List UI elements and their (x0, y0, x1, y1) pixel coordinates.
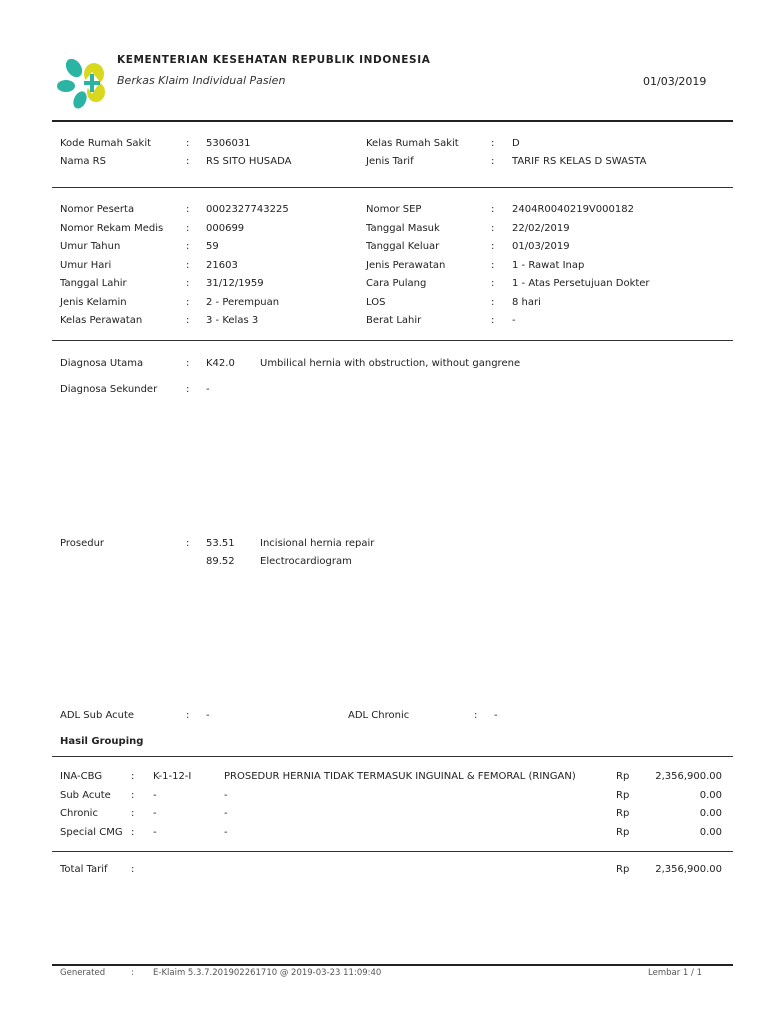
colon: : (491, 204, 495, 215)
prosedur-code: 89.52 (206, 556, 235, 567)
prosedur-desc: Electrocardiogram (260, 556, 352, 567)
patient-field-value: 1 - Rawat Inap (512, 259, 585, 271)
colon: : (186, 241, 190, 252)
colon: : (186, 138, 190, 149)
patient-field-label: LOS (366, 296, 386, 308)
diagnosa-utama-desc: Umbilical hernia with obstruction, without gangrene (260, 358, 521, 369)
grouping-row-label: INA-CBG (60, 771, 103, 782)
patient-field-value: 8 hari (512, 296, 541, 308)
grouping-row-currency: Rp (616, 789, 630, 801)
total-tarif-label: Total Tarif (60, 864, 108, 875)
patient-field-label: Nomor SEP (366, 204, 422, 215)
grouping-row-label: Sub Acute (60, 789, 111, 801)
colon: : (491, 156, 495, 167)
patient-field-value: 22/02/2019 (512, 222, 570, 234)
kode-rs-value: 5306031 (206, 138, 251, 149)
colon: : (491, 296, 495, 308)
kelas-rs-value: D (512, 138, 520, 149)
colon: : (186, 358, 190, 369)
total-tarif-amount: 2,356,900.00 (655, 864, 722, 875)
header-divider (52, 120, 733, 122)
grouping-row-desc: - (224, 826, 228, 838)
colon: : (186, 710, 190, 721)
colon: : (186, 296, 190, 308)
diagnosa-sekunder-value: - (206, 384, 210, 395)
patient-field-label: Tanggal Keluar (366, 241, 440, 252)
colon: : (186, 204, 190, 215)
grouping-row-currency: Rp (616, 771, 630, 782)
patient-field-value: 31/12/1959 (206, 278, 264, 289)
patient-field-value: 21603 (206, 259, 238, 271)
patient-field-value: 3 - Kelas 3 (206, 315, 259, 326)
grouping-row-label: Special CMG (60, 826, 123, 838)
patient-field-value: 2404R0040219V000182 (512, 204, 634, 215)
patient-field-label: Berat Lahir (366, 315, 422, 326)
grouping-row-amount: 2,356,900.00 (655, 771, 722, 782)
section-divider (52, 756, 733, 757)
generated-label: Generated (60, 968, 106, 978)
kode-rs-label: Kode Rumah Sakit (60, 138, 152, 149)
grouping-row-code: - (153, 789, 157, 801)
prosedur-label: Prosedur (60, 538, 105, 549)
colon: : (491, 259, 495, 271)
colon: : (131, 864, 135, 875)
colon: : (186, 156, 190, 167)
org-title: KEMENTERIAN KESEHATAN REPUBLIK INDONESIA (117, 54, 431, 66)
prosedur-code: 53.51 (206, 538, 235, 549)
colon: : (474, 710, 478, 721)
patient-field-value: - (512, 315, 516, 326)
colon: : (131, 771, 135, 782)
patient-field-value: 01/03/2019 (512, 241, 570, 252)
patient-field-label: Umur Hari (60, 259, 112, 271)
patient-field-value: 59 (206, 241, 219, 252)
diagnosa-utama-code: K42.0 (206, 358, 235, 369)
colon: : (186, 222, 190, 234)
document-subtitle: Berkas Klaim Individual Pasien (117, 74, 286, 87)
diagnosa-utama-label: Diagnosa Utama (60, 358, 144, 369)
section-divider (52, 187, 733, 188)
patient-field-label: Umur Tahun (60, 241, 121, 252)
grouping-row-label: Chronic (60, 808, 98, 819)
patient-field-label: Tanggal Lahir (60, 278, 127, 289)
colon: : (491, 241, 495, 252)
colon: : (131, 826, 135, 838)
grouping-row-amount: 0.00 (699, 826, 722, 838)
patient-field-value: 2 - Perempuan (206, 296, 280, 308)
grouping-row-currency: Rp (616, 808, 630, 819)
kemenkes-logo-icon (56, 54, 110, 110)
section-divider (52, 340, 733, 341)
adl-chronic-label: ADL Chronic (348, 710, 410, 721)
section-divider (52, 851, 733, 852)
prosedur-desc: Incisional hernia repair (260, 538, 375, 549)
grouping-row-desc: - (224, 789, 228, 801)
colon: : (491, 278, 495, 289)
patient-field-label: Cara Pulang (366, 278, 427, 289)
colon: : (186, 259, 190, 271)
patient-field-label: Nomor Rekam Medis (60, 222, 164, 234)
document-date: 01/03/2019 (643, 75, 707, 88)
nama-rs-label: Nama RS (60, 156, 106, 167)
colon: : (186, 278, 190, 289)
grouping-row-code: K-1-12-I (153, 771, 192, 782)
jenis-tarif-value: TARIF RS KELAS D SWASTA (512, 156, 647, 167)
patient-field-label: Kelas Perawatan (60, 315, 143, 326)
grouping-row-code: - (153, 808, 157, 819)
generated-value: E-Klaim 5.3.7.201902261710 @ 2019-03-23 11:09:40 (153, 968, 382, 978)
jenis-tarif-label: Jenis Tarif (366, 156, 414, 167)
patient-field-value: 1 - Atas Persetujuan Dokter (512, 278, 650, 289)
colon: : (131, 808, 135, 819)
adl-sub-acute-value: - (206, 710, 210, 721)
nama-rs-value: RS SITO HUSADA (206, 156, 292, 167)
total-tarif-currency: Rp (616, 864, 630, 875)
adl-sub-acute-label: ADL Sub Acute (60, 710, 135, 721)
colon: : (186, 384, 190, 395)
colon: : (491, 315, 495, 326)
colon: : (131, 968, 134, 978)
page-number: Lembar 1 / 1 (648, 968, 702, 978)
patient-field-value: 0002327743225 (206, 204, 289, 215)
grouping-row-amount: 0.00 (699, 789, 722, 801)
colon: : (491, 222, 495, 234)
colon: : (186, 538, 190, 549)
colon: : (131, 789, 135, 801)
patient-field-label: Nomor Peserta (60, 204, 135, 215)
colon: : (491, 138, 495, 149)
grouping-row-currency: Rp (616, 826, 630, 838)
hasil-grouping-title: Hasil Grouping (60, 736, 144, 747)
grouping-row-code: - (153, 826, 157, 838)
grouping-row-desc: - (224, 808, 228, 819)
grouping-row-amount: 0.00 (699, 808, 722, 819)
patient-field-label: Tanggal Masuk (366, 222, 440, 234)
patient-field-value: 000699 (206, 222, 245, 234)
grouping-row-desc: PROSEDUR HERNIA TIDAK TERMASUK INGUINAL & FEMORAL (RINGAN) (224, 771, 576, 782)
kelas-rs-label: Kelas Rumah Sakit (366, 138, 459, 149)
adl-chronic-value: - (494, 710, 498, 721)
footer-divider (52, 964, 733, 966)
colon: : (186, 315, 190, 326)
diagnosa-sekunder-label: Diagnosa Sekunder (60, 384, 158, 395)
patient-field-label: Jenis Perawatan (366, 259, 446, 271)
patient-field-label: Jenis Kelamin (60, 296, 127, 308)
